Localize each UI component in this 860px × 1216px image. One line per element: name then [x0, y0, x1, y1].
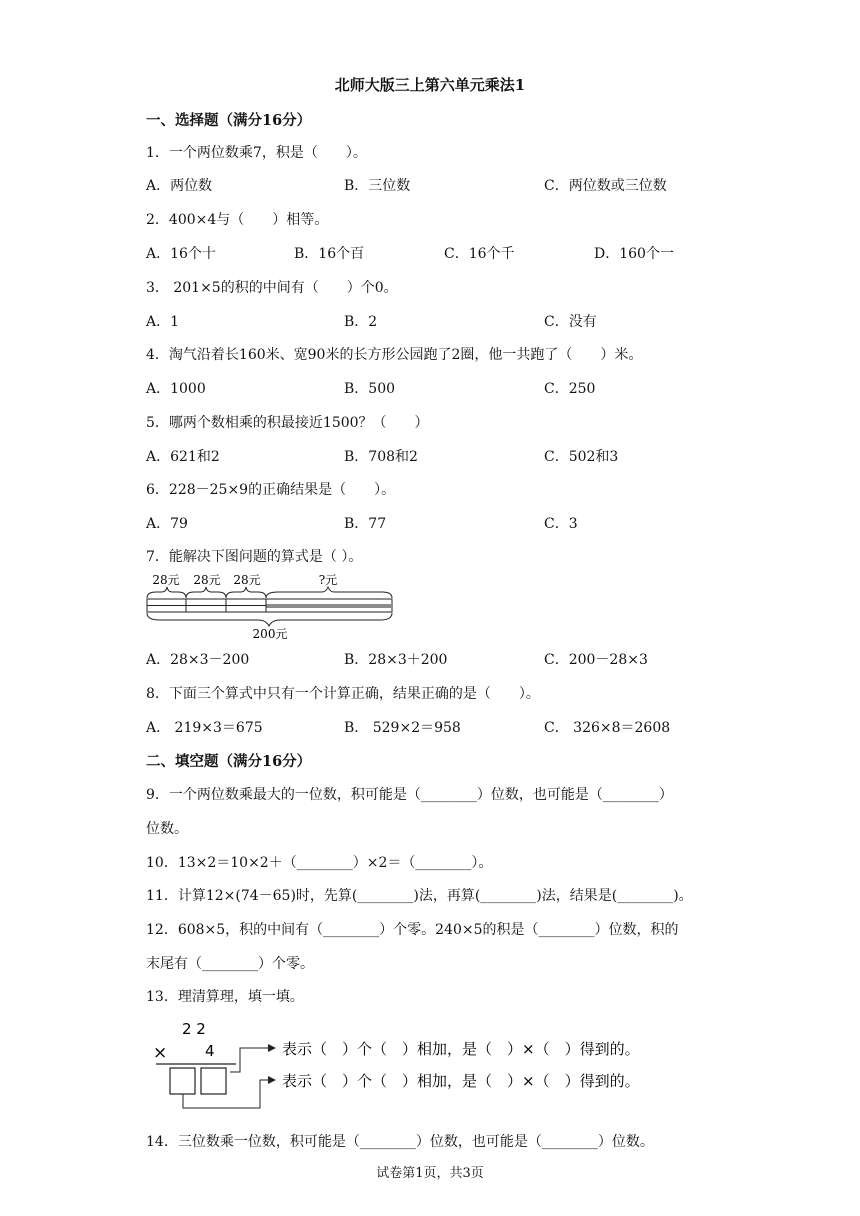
question-2-options: [146, 243, 706, 263]
option[interactable]: C．200－28×3: [544, 652, 648, 668]
section-choice-heading: 一、选择题（满分16分）: [146, 112, 312, 129]
option[interactable]: A．621和2: [146, 449, 220, 465]
question-12-line-1: 12．608×5，积的中间有（________）个零。240×5的积是（________）位数，积的: [146, 922, 679, 938]
question-3-stem: 3． 201×5的积的中间有（ ）个0。: [146, 280, 398, 296]
bottom-digit: 4: [205, 1042, 215, 1060]
question-2-stem: 2．400×4与（ ）相等。: [146, 212, 329, 228]
question-5-stem: 5．哪两个数相乘的积最接近1500？（ ）: [146, 415, 429, 431]
question-7-stem: 7．能解决下图问题的算式是（ ）。: [146, 549, 363, 565]
segment-label-2: 28元: [193, 573, 221, 587]
option[interactable]: C． 326×8＝2608: [544, 720, 671, 736]
option[interactable]: B． 529×2＝958: [344, 720, 461, 736]
line-segment-diagram: [140, 568, 402, 644]
page-title: 北师大版三上第六单元乘法1: [334, 76, 526, 94]
question-5-options: [146, 446, 706, 466]
question-6-stem: 6．228－25×9的正确结果是（ ）。: [146, 482, 396, 498]
option[interactable]: A．两位数: [146, 178, 213, 194]
top-digits: 2 2: [182, 1020, 206, 1038]
total-label: 200元: [252, 627, 288, 641]
question-9-line-1: 9．一个两位数乘最大的一位数，积可能是（________）位数，也可能是（________）: [146, 787, 673, 803]
option[interactable]: A．1: [146, 314, 180, 330]
option[interactable]: D．160个一: [594, 246, 674, 262]
segment-label-3: 28元: [233, 573, 261, 587]
explanation-line-2: 表示（ ）个（ ）相加，是（ ）×（ ）得到的。: [282, 1072, 640, 1090]
option[interactable]: B．16个百: [294, 246, 365, 262]
answer-box-tens[interactable]: [170, 1068, 195, 1094]
unknown-label: ?元: [318, 573, 338, 587]
question-10: 10．13×2＝10×2＋（________）×2＝（________）。: [146, 855, 493, 871]
times-sign: ×: [153, 1043, 168, 1063]
page-footer: 试卷第1页，共3页: [376, 1166, 484, 1181]
option[interactable]: C．16个千: [444, 246, 515, 262]
question-8-options: [146, 717, 706, 737]
question-4-stem: 4．淘气沿着长160米、宽90米的长方形公园跑了2圈，他一共跑了（ ）米。: [146, 347, 643, 363]
question-11: 11．计算12×(74－65)时，先算(________)法，再算(________)法，结果是(________)。: [146, 888, 693, 904]
multiplication-diagram: [146, 1012, 686, 1112]
question-14: 14．三位数乘一位数，积可能是（________）位数，也可能是（________）位数。: [146, 1134, 654, 1150]
option[interactable]: A．1000: [146, 381, 206, 397]
section-fill-heading: 二、填空题（满分16分）: [146, 753, 312, 770]
option[interactable]: C．502和3: [544, 449, 619, 465]
option[interactable]: B．2: [344, 314, 378, 330]
question-4-options: [146, 378, 706, 398]
option[interactable]: A．16个十: [146, 246, 216, 262]
question-9-line-2: 位数。: [146, 821, 188, 837]
segment-label-1: 28元: [152, 573, 180, 587]
option[interactable]: C．250: [544, 381, 596, 397]
option[interactable]: C．两位数或三位数: [544, 178, 667, 194]
option[interactable]: C．没有: [544, 314, 597, 330]
question-12-line-2: 末尾有（________）个零。: [146, 956, 314, 972]
question-6-options: [146, 513, 706, 533]
option[interactable]: B．三位数: [344, 178, 411, 194]
answer-box-ones[interactable]: [201, 1068, 226, 1094]
question-13-stem: 13．理清算理，填一填。: [146, 989, 304, 1005]
option[interactable]: A．79: [146, 516, 188, 532]
question-8-stem: 8．下面三个算式中只有一个计算正确，结果正确的是（ ）。: [146, 686, 540, 702]
question-1-options: [146, 175, 706, 195]
option[interactable]: B．28×3＋200: [344, 652, 448, 668]
option[interactable]: A． 219×3＝675: [146, 720, 263, 736]
option[interactable]: B．500: [344, 381, 396, 397]
question-7-options: [146, 649, 706, 669]
option[interactable]: B．708和2: [344, 449, 418, 465]
explanation-line-1: 表示（ ）个（ ）相加，是（ ）×（ ）得到的。: [282, 1040, 640, 1058]
question-3-options: [146, 311, 706, 331]
option[interactable]: C．3: [544, 516, 578, 532]
question-1-stem: 1．一个两位数乘7，积是（ ）。: [146, 145, 367, 161]
option[interactable]: A．28×3－200: [146, 652, 250, 668]
option[interactable]: B．77: [344, 516, 387, 532]
